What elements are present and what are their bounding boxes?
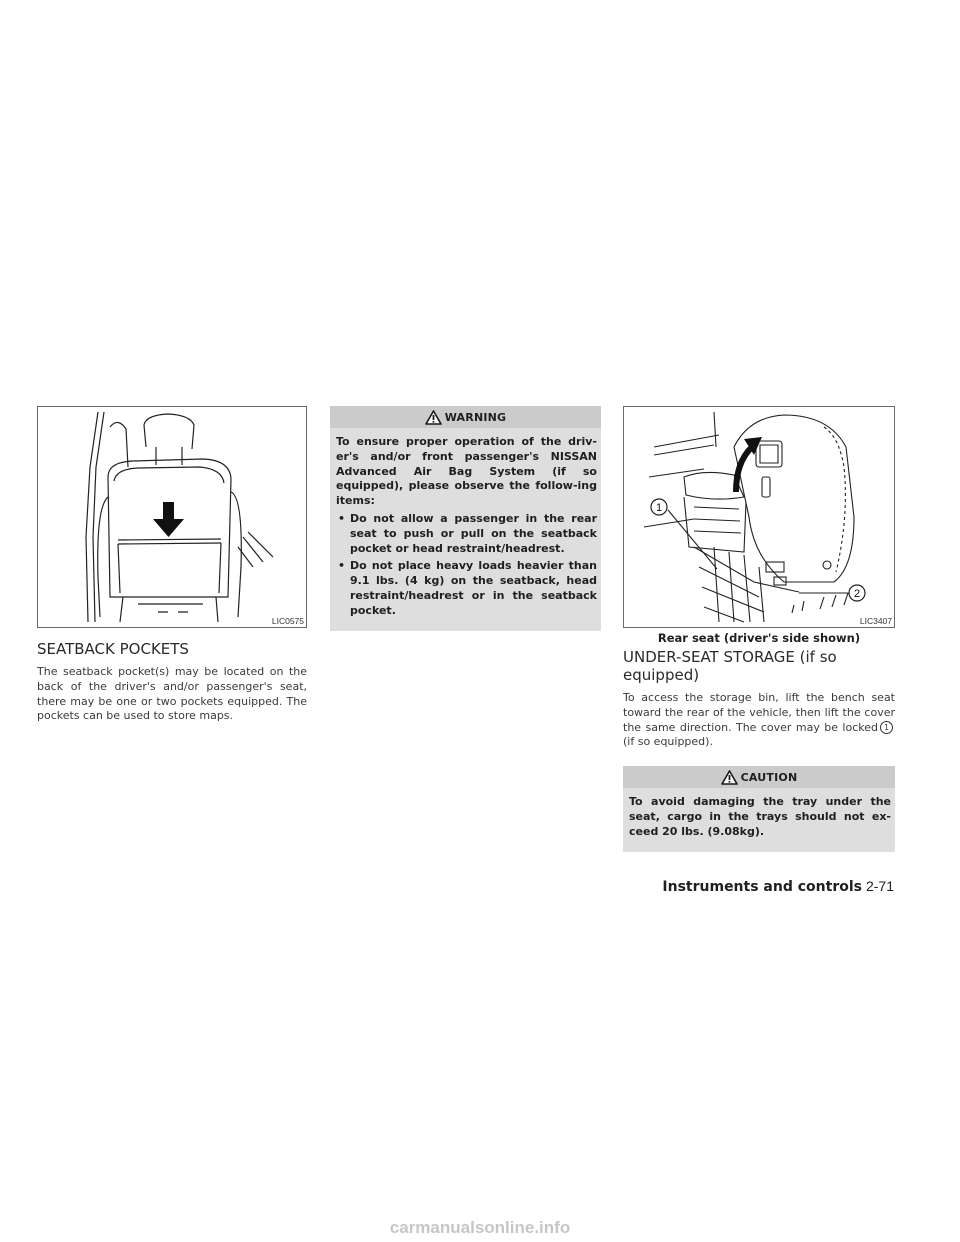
caution-icon xyxy=(721,770,738,785)
inline-callout-1: 1 xyxy=(880,721,893,734)
seatback-figure xyxy=(37,406,307,628)
warning-body xyxy=(330,428,601,631)
underseat-figure xyxy=(623,406,895,628)
right-column xyxy=(623,406,895,852)
warning-title: WARNING xyxy=(444,410,507,424)
warning-header xyxy=(330,406,601,428)
seatback-illustration xyxy=(38,407,307,627)
figure-code: LIC3407 xyxy=(859,616,892,626)
warning-list xyxy=(336,512,597,619)
underseat-illustration xyxy=(624,407,895,627)
page-footer xyxy=(662,878,894,895)
figure-code: LIC0575 xyxy=(271,616,304,626)
page-number: 2-71 xyxy=(865,878,894,894)
bullet: • xyxy=(338,511,346,525)
warning-item: • Do not allow a passenger in the rear seat to push or pull on the seatback pocket or head restraint/headrest. xyxy=(338,511,597,555)
middle-column xyxy=(330,406,601,631)
section-heading: SEATBACK POCKETS xyxy=(37,640,189,658)
caution-box xyxy=(623,766,895,851)
section-heading: UNDER-SEAT STORAGE (if so equipped) xyxy=(623,648,837,684)
watermark: carmanualsonline.info xyxy=(389,1218,571,1237)
figure-callout-2: 2 xyxy=(853,588,861,600)
caution-title: CAUTION xyxy=(740,770,798,784)
bullet: • xyxy=(338,559,346,573)
warning-intro: To ensure proper operation of the driv-er's and/or front passenger's NISSAN Advanced Air Bag System (if so equipped), please observe the follow-ing items: xyxy=(336,435,597,508)
body-text: The seatback pocket(s) may be located on the back of the driver's and/or passenger's seat, there may be one or two pockets equipped. The pockets can be used to store maps. xyxy=(37,665,307,723)
figure-caption: Rear seat (driver's side shown) xyxy=(657,631,861,645)
warning-box xyxy=(330,406,601,631)
warning-icon xyxy=(425,410,442,425)
footer-section-title: Instruments and controls xyxy=(662,879,862,895)
left-column xyxy=(37,406,307,724)
body-text: To access the storage bin, lift the bench seat toward the rear of the vehicle, then lift the cover the same direction. The cover may be locked 1(if so equipped). xyxy=(623,691,895,749)
warning-item: • Do not place heavy loads heavier than 9.1 lbs. (4 kg) on the seatback, head restraint/headrest or in the seatback pocket. xyxy=(338,559,597,617)
caution-body xyxy=(623,788,895,851)
caution-text: To avoid damaging the tray under the seat, cargo in the trays should not ex-ceed 20 lbs. (9.08kg). xyxy=(629,795,891,838)
caution-header xyxy=(623,766,895,788)
figure-callout-1: 1 xyxy=(655,502,663,514)
